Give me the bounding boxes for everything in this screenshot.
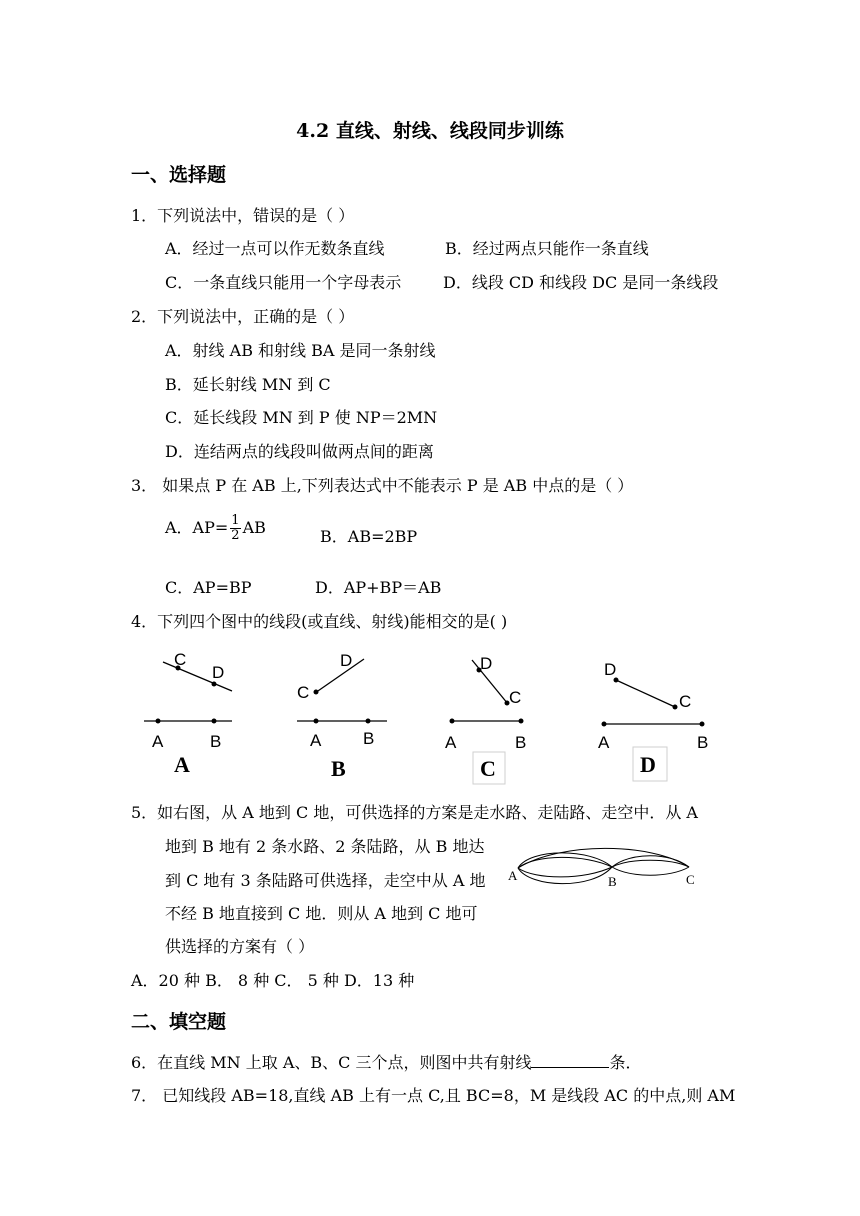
q2-option-a: A．射线 AB 和射线 BA 是同一条射线: [165, 341, 436, 360]
q6-after: 条．: [609, 1053, 642, 1072]
section-heading-fill-blank: 二、填空题: [131, 1011, 227, 1033]
route-label-a: A: [508, 868, 518, 883]
fig-b-label-d: D: [340, 651, 353, 670]
q2-option-c: C．延长线段 MN 到 P 使 NP＝2MN: [165, 408, 438, 427]
figure-c: [445, 654, 526, 784]
q2-option-d: D．连结两点的线段叫做两点间的距离: [165, 442, 434, 461]
q1-stem: 1．下列说法中，错误的是（ ）: [131, 206, 355, 225]
fig-c-caption: C: [480, 756, 496, 781]
fig-c-label-d: D: [480, 654, 493, 673]
q2-stem: 2．下列说法中，正确的是（ ）: [131, 307, 355, 326]
fig-d-label-d: D: [604, 660, 617, 679]
route-label-b: B: [608, 874, 617, 889]
section-heading-choice: 一、选择题: [131, 164, 227, 186]
fig-c-label-a: A: [445, 733, 457, 752]
q2-option-b: B．延长射线 MN 到 C: [165, 375, 331, 394]
q5-line-3: 到 C 地有 3 条陆路可供选择，走空中从 A 地: [165, 871, 486, 890]
fig-a-label-c: C: [174, 650, 187, 669]
q5-line-4: 不经 B 地直接到 C 地．则从 A 地到 C 地可: [165, 904, 478, 923]
fraction-denominator: 2: [231, 528, 240, 543]
fig-b-caption: B: [331, 756, 346, 781]
q1-option-b: B．经过两点只能作一条直线: [445, 239, 649, 258]
fig-a-label-b: B: [210, 732, 222, 751]
fig-b-label-c: C: [297, 683, 310, 702]
q6-answer-blank[interactable]: [531, 1053, 609, 1068]
q4-figures: [130, 640, 750, 790]
q3-option-a-prefix: A．AP=: [165, 518, 229, 537]
figure-d: [598, 660, 708, 781]
fig-b-label-a: A: [310, 731, 322, 750]
q7-text: 7． 已知线段 AB=18,直线 AB 上有一点 C,且 BC=8，M 是线段 AC 的中点,则 AM: [131, 1086, 736, 1105]
fig-a-label-d: D: [212, 663, 225, 682]
q5-line-1: 5．如右图，从 A 地到 C 地，可供选择的方案是走水路、走陆路、走空中．从 A: [131, 803, 698, 822]
route-label-c: C: [686, 872, 695, 887]
fig-c-label-c: C: [509, 688, 522, 707]
q1-option-d: D．线段 CD 和线段 DC 是同一条线段: [443, 273, 719, 292]
fig-d-label-c: C: [679, 692, 692, 711]
fig-b-label-b: B: [363, 729, 375, 748]
q3-option-c: C．AP=BP: [165, 578, 252, 597]
fig-d-label-b: B: [697, 733, 709, 752]
q3-option-a-suffix: AB: [242, 518, 266, 537]
fig-c-label-b: B: [515, 733, 527, 752]
q5-line-2: 地到 B 地有 2 条水路、2 条陆路，从 B 地达: [165, 837, 485, 856]
fig-d-caption: D: [640, 752, 656, 777]
q1-option-a: A．经过一点可以作无数条直线: [165, 239, 385, 258]
q6-before: 6．在直线 MN 上取 A、B、C 三个点，则图中共有射线: [131, 1053, 532, 1072]
q5-route-diagram: [500, 840, 720, 896]
q6-text: [131, 1050, 641, 1073]
q3-option-a: [165, 514, 266, 543]
q3-stem: 3． 如果点 P 在 AB 上,下列表达式中不能表示 P 是 AB 中点的是（ ）: [131, 476, 634, 495]
q3-option-d: D．AP+BP＝AB: [315, 578, 442, 597]
fig-a-label-a: A: [152, 732, 164, 751]
fig-d-label-a: A: [598, 733, 610, 752]
q5-options: A．20 种 B． 8 种 C． 5 种 D．13 种: [131, 971, 415, 990]
q5-line-5: 供选择的方案有（ ）: [165, 937, 315, 956]
fraction-numerator: 1: [231, 513, 240, 528]
fig-a-caption: A: [174, 752, 190, 777]
figure-a: [144, 650, 232, 777]
q1-option-c: C．一条直线只能用一个字母表示: [165, 273, 402, 292]
fraction-one-half: [230, 514, 240, 543]
q3-option-b: B．AB=2BP: [320, 527, 418, 546]
page-title: 4.2 直线、射线、线段同步训练: [296, 120, 564, 142]
q4-stem: 4．下列四个图中的线段(或直线、射线)能相交的是( ): [131, 612, 508, 631]
figure-b: [297, 651, 387, 781]
